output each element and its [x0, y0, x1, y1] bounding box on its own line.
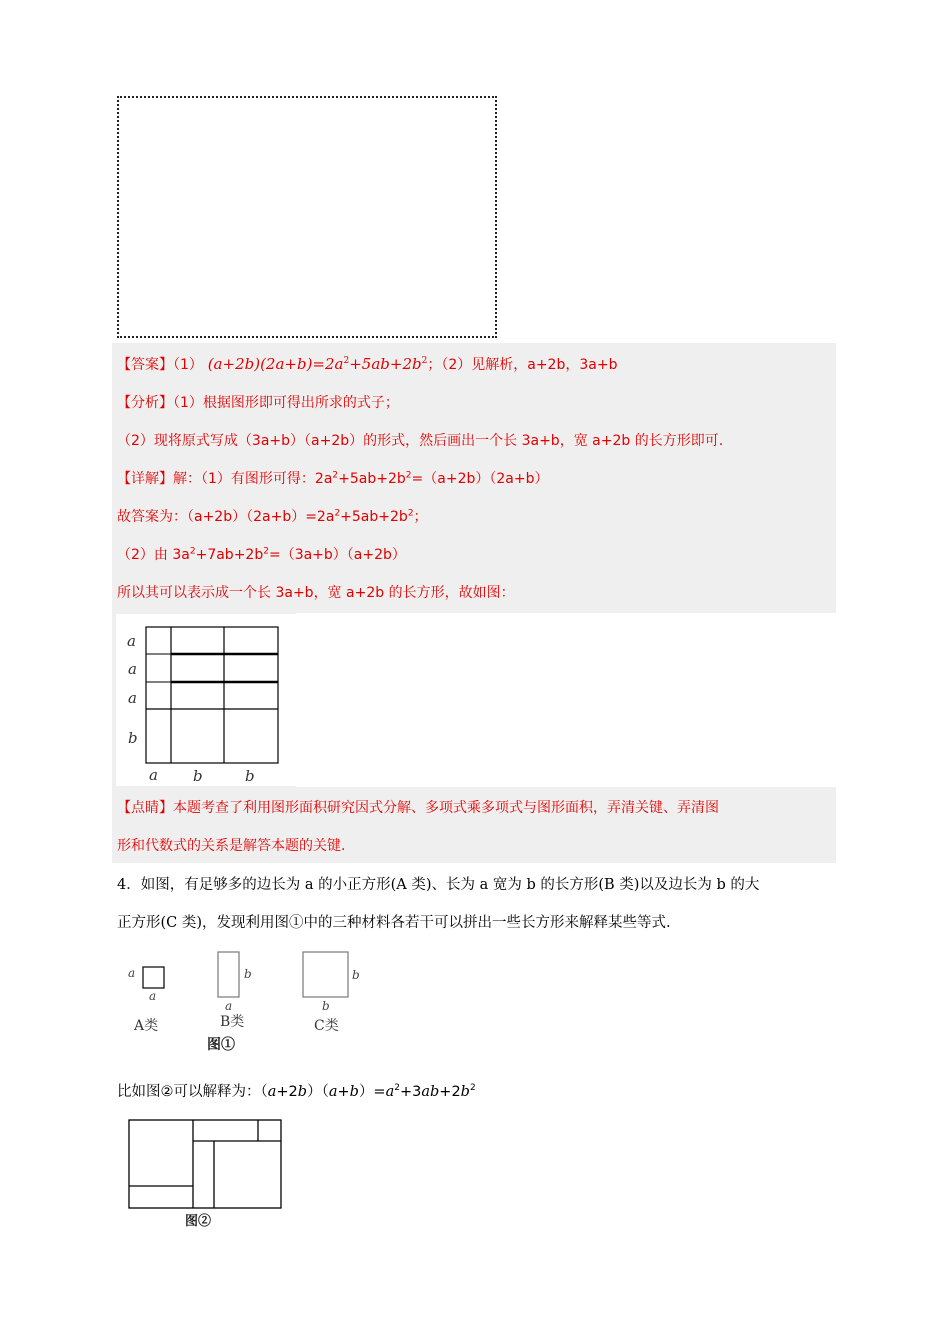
tile-a-square	[143, 967, 164, 988]
detail-line-3: （2）由 $3a^2+7ab+2b^2=(3a+b)(a+2b)$	[117, 546, 406, 563]
answer-line: 【答案】（1） $(a+2b)(2a+b)=2a^2+5ab+2b^2$；（2）见解析，a+2b，3a+b	[117, 355, 618, 373]
grid-row-label-2: a	[128, 660, 137, 678]
detail-line-2: 故答案为：$(a+2b)(2a+b)=2a^2+5ab+2b^2$；	[117, 508, 428, 525]
grid-col-label-2: b	[193, 767, 203, 785]
svg-text:C类: C类	[314, 1018, 339, 1034]
svg-text:A类: A类	[134, 1018, 159, 1034]
grid-row-label-3: a	[128, 689, 137, 707]
analysis-line-1: 【分析】（1）根据图形即可得出所求的式子；	[117, 395, 399, 411]
comment-line-1: 【点睛】本题考查了利用图形面积研究因式分解、多项式乘多项式与图形面积，弄清关键、弄清图	[117, 800, 719, 816]
grid-col-label-3: b	[245, 767, 255, 785]
detail-line-4: 所以其可以表示成一个长 3a+b，宽 a+2b 的长方形，故如图：	[117, 585, 515, 601]
svg-text:b: b	[352, 968, 360, 982]
grid-row-label-4: b	[128, 729, 138, 747]
analysis-tag: 【分析】	[117, 395, 173, 411]
comment-line-2: 形和代数式的关系是解答本题的关键.	[117, 838, 346, 854]
svg-text:a: a	[128, 966, 136, 980]
analysis-line-2: （2）现将原式写成（3a+b）（a+2b）的形式，然后画出一个长 3a+b，宽 a+2b 的长方形即可.	[117, 433, 724, 449]
detail-tag: 【详解】	[117, 471, 173, 487]
svg-text:b: b	[244, 967, 252, 981]
svg-text:a: a	[149, 989, 157, 1003]
comment-tag: 【点睛】	[117, 800, 173, 816]
svg-text:a: a	[225, 999, 233, 1013]
tile-b-rect	[218, 952, 239, 997]
figure-2-arrangement	[125, 1116, 290, 1231]
figure-1-tiles	[118, 948, 378, 1058]
answer-drawing-box	[117, 96, 497, 338]
grid-col-label-1: a	[149, 766, 158, 784]
question-4-line-1: 4．如图，有足够多的边长为 a 的小正方形(A 类)、长为 a 宽为 b 的长方形(B 类)以及边长为 b 的大	[117, 877, 760, 893]
tile-c-square	[303, 952, 348, 997]
detail-line-1: 【详解】解：（1）有图形可得：$2a^2+5ab+2b^2=(a+2b)(2a+b)$	[117, 470, 549, 487]
svg-text:b: b	[322, 999, 330, 1013]
answer-tag: 【答案】	[117, 357, 173, 373]
example-line: 比如图②可以解释为：$(a+2b)(a+b)=a^2+3ab+2b^2$	[117, 1083, 476, 1100]
grid-row-label-1: a	[127, 632, 136, 650]
svg-text:图②: 图②	[185, 1214, 212, 1229]
rectangle-grid-figure	[116, 614, 296, 786]
svg-text:图①: 图①	[207, 1037, 235, 1053]
svg-text:B类: B类	[220, 1014, 245, 1030]
question-4-line-2: 正方形(C 类)，发现利用图①中的三种材料各若干可以拼出一些长方形来解释某些等式.	[117, 915, 671, 931]
